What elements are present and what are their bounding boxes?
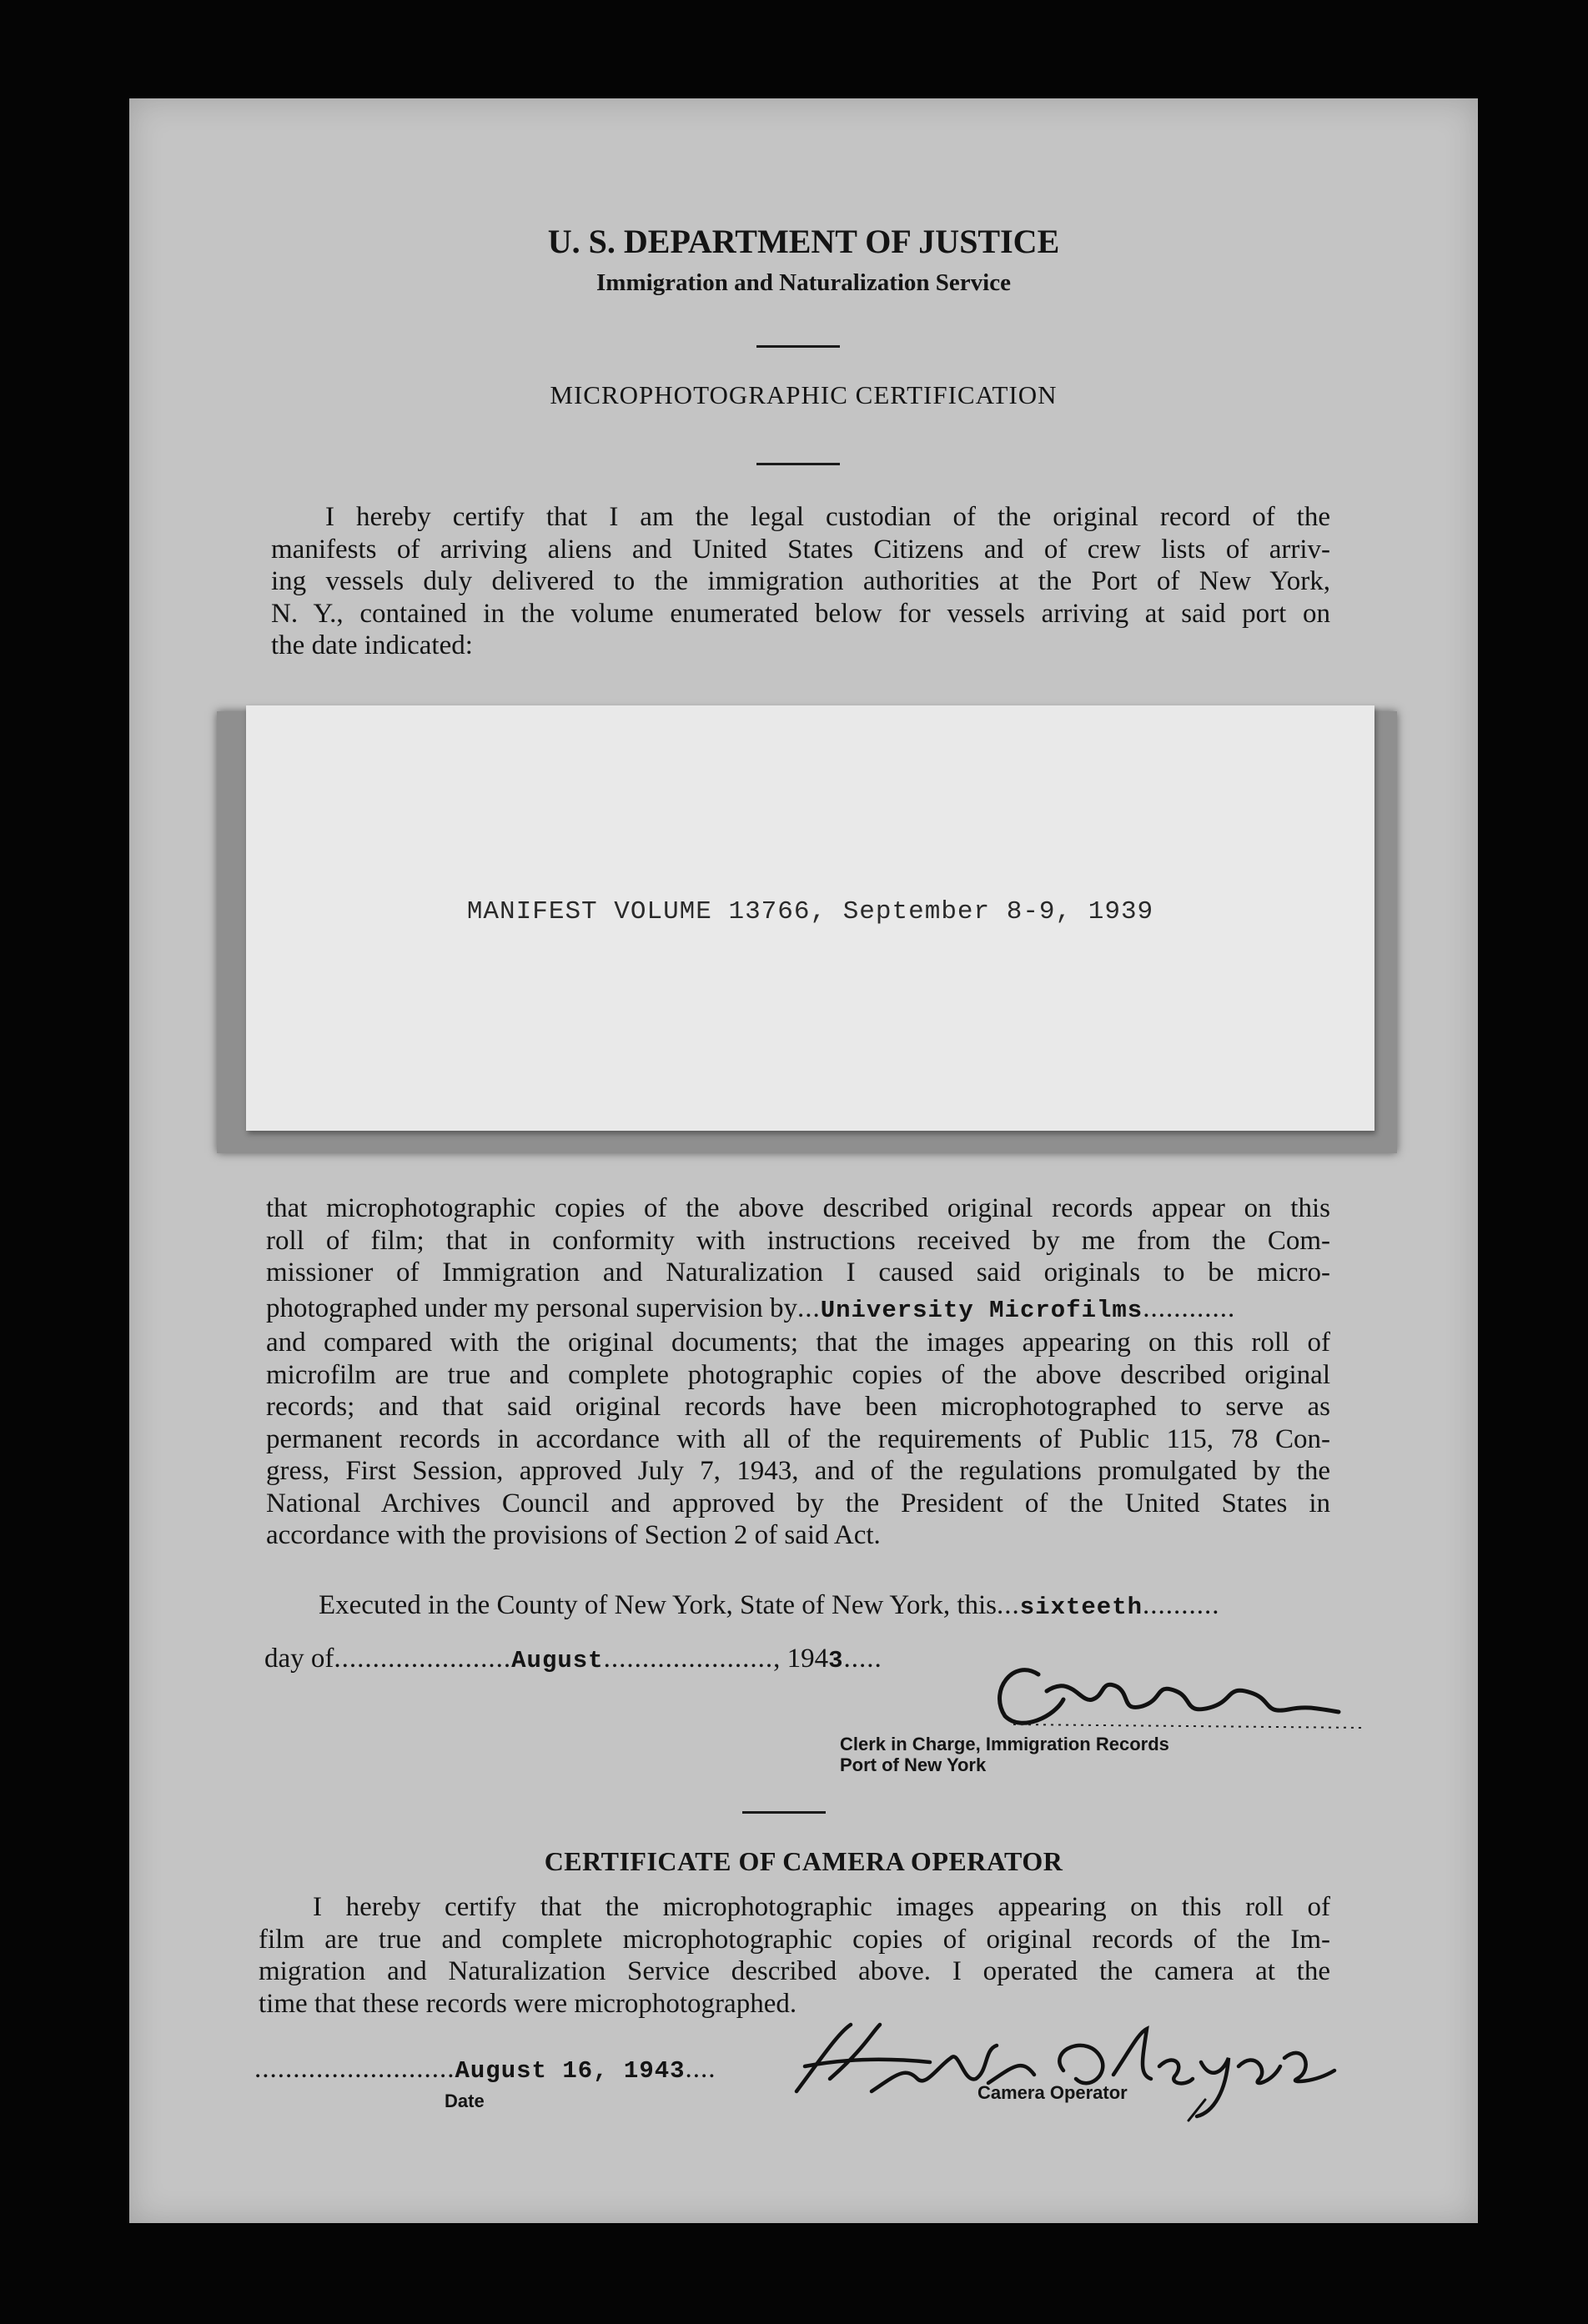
camera-operator-signature: [771, 2000, 1355, 2125]
text-line: time that these records were microphotographed.: [259, 1988, 797, 2019]
text-line: N. Y., contained in the volume enumerated below for vessels arriving at said port on: [271, 598, 1330, 629]
text-line: migration and Naturalization Service described above. I operated the camera at the: [259, 1956, 1330, 1986]
year-digit: 3: [828, 1647, 844, 1674]
dot-leader: ..........: [1143, 1590, 1220, 1620]
divider: [756, 345, 840, 348]
camera-date-value: August 16, 1943: [455, 2057, 686, 2085]
text-line: microfilm are true and complete photographic copies of the above described original: [266, 1359, 1330, 1390]
text-line: manifests of arriving aliens and United States Citizens and of crew lists of arriv-: [271, 534, 1330, 565]
text-line: gress, First Session, approved July 7, 1943, and of the regulations promulgated by the: [266, 1456, 1330, 1486]
text-line: the date indicated:: [271, 630, 473, 660]
dot-leader: ....: [685, 2054, 716, 2084]
service-subheading: Immigration and Naturalization Service: [596, 269, 1011, 296]
text-line: permanent records in accordance with all of the requirements of Public 115, 78 Con-: [266, 1423, 1330, 1454]
dot-leader: ..........................: [254, 2054, 455, 2084]
supervision-prefix: photographed under my personal supervision by: [266, 1293, 797, 1323]
camera-heading: CERTIFICATE OF CAMERA OPERATOR: [544, 1846, 1063, 1876]
dot-leader: ............: [1143, 1293, 1236, 1323]
dot-leader: .....: [843, 1644, 882, 1674]
executed-month: August: [511, 1647, 604, 1674]
text-line: that microphotographic copies of the above described original records appear on this: [266, 1193, 1330, 1223]
camera-operator-label: Camera Operator: [977, 2082, 1128, 2103]
text-line: I hereby certify that I am the legal custodian of the original record of the: [325, 502, 1330, 532]
dot-leader: .......................: [334, 1644, 512, 1674]
text-line: records; and that said original records have been microphotographed to serve as: [266, 1392, 1330, 1422]
date-line: [264, 1644, 882, 1674]
dot-leader: ...: [797, 1293, 821, 1323]
clerk-office-line: Port of New York: [840, 1754, 987, 1775]
text-line: I hereby certify that the microphotographic images appearing on this roll of: [313, 1892, 1330, 1922]
text-line: missioner of Immigration and Naturalization I caused said originals to be micro-: [266, 1257, 1330, 1287]
certification-title: MICROPHOTOGRAPHIC CERTIFICATION: [550, 380, 1058, 409]
divider: [742, 1811, 826, 1814]
date-label: Date: [445, 2091, 485, 2111]
manifest-slip: [246, 705, 1374, 1131]
year-prefix: , 194: [773, 1644, 829, 1674]
executed-line: [319, 1590, 1220, 1621]
text-line: roll of film; that in conformity with instructions received by me from the Com-: [266, 1225, 1330, 1256]
dot-leader: ......................: [603, 1644, 774, 1674]
text-line: and compared with the original documents; that the images appearing on this roll of: [266, 1328, 1330, 1358]
microfilm-company: University Microfilms: [820, 1296, 1143, 1324]
executed-day: sixteeth: [1019, 1594, 1143, 1621]
supervision-line: [266, 1293, 1330, 1328]
text-line: accordance with the provisions of Section 2 of said Act.: [266, 1520, 881, 1550]
intro-paragraph: [271, 501, 1330, 662]
executed-text: Executed in the County of New York, State of New York, this: [319, 1590, 998, 1620]
text-line: National Archives Council and approved by the President of the United States in: [266, 1488, 1330, 1518]
agency-heading: U. S. DEPARTMENT OF JUSTICE: [547, 223, 1060, 260]
divider: [756, 463, 840, 465]
clerk-title: [840, 1734, 1169, 1775]
text-line: ing vessels duly delivered to the immigration authorities at the Port of New York,: [271, 566, 1330, 596]
manifest-volume-label: MANIFEST VOLUME 13766, September 8-9, 1939: [466, 897, 1154, 926]
text-line: film are true and complete microphotographic copies of original records of the Im-: [259, 1924, 1330, 1955]
camera-date-line: [254, 2054, 716, 2085]
dot-leader: ...: [997, 1590, 1020, 1620]
certificate-page: [129, 98, 1478, 2223]
clerk-signature: [913, 1641, 1397, 1741]
day-of-label: day of: [264, 1644, 334, 1674]
body-paragraph: [266, 1192, 1330, 1552]
clerk-title-line: Clerk in Charge, Immigration Records: [840, 1734, 1169, 1754]
